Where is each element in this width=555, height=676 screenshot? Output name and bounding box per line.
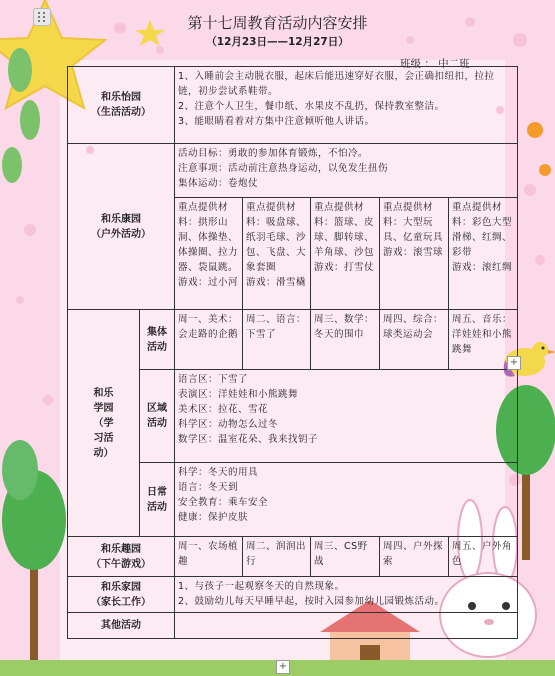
table-row	[68, 613, 518, 639]
outdoor-day-tue: 重点提供材料：吸盘球、纸羽毛球、沙包、飞盘、大象套圈 游戏：滑雪橇	[243, 198, 311, 310]
learning-group-thu: 周四、综合：球类运动会	[380, 310, 449, 370]
section-other-content	[175, 613, 518, 639]
section-play-title: 和乐趣园 （下午游戏）	[68, 537, 175, 577]
outdoor-overview: 活动目标：勇敢的参加体育锻炼，不怕冷。 注意事项：活动前注意热身运动，以免发生扭伤 集体运动：卷炮仗	[175, 144, 518, 198]
table-row	[68, 577, 518, 613]
play-tue: 周二、润润出行	[243, 537, 311, 577]
add-row-button[interactable]: +	[507, 356, 521, 370]
table-row	[68, 537, 518, 577]
section-learning-title: 和乐 学园 （学 习活 动）	[68, 310, 140, 537]
outdoor-day-fri: 重点提供材料：彩色大型滑梯、红绸、彩带 游戏：滚红绸	[449, 198, 518, 310]
learning-group-wed: 周三、数学：冬天的围巾	[311, 310, 380, 370]
learning-group-mon: 周一、美术：会走路的企鹅	[175, 310, 243, 370]
play-mon: 周一、农场植趣	[175, 537, 243, 577]
date-range: （12月23日——12月27日）	[206, 36, 349, 48]
section-family-content: 1、与孩子一起观察冬天的自然现象。 2、鼓励幼儿每天早睡早起，按时入园参加幼儿园锻炼活动。	[175, 577, 518, 613]
class-label: 班级 ： 中二班	[400, 58, 470, 70]
section-life-content: 1、入睡前会主动脱衣服，起床后能迅速穿好衣服，会正确扣纽扣，拉拉链，初步尝试系鞋带。 2、注意个人卫生，餐巾纸、水果皮不乱扔，保持教室整洁。 3、能眼睛看着对方集中注意倾听他人讲话。	[175, 67, 518, 144]
learning-group-label: 集体 活动	[140, 310, 175, 370]
section-family-title: 和乐家园 （家长工作）	[68, 577, 175, 613]
outdoor-day-wed: 重点提供材料：篮球、皮球、脚转球、羊角球、沙包 游戏：打雪仗	[311, 198, 380, 310]
activity-plan-table	[67, 66, 518, 639]
outdoor-day-thu: 重点提供材料：大型玩具、亿童玩具 游戏：滚雪球	[380, 198, 449, 310]
learning-daily-content: 科学：冬天的用具 语言：冬天到 安全教育：乘车安全 健康：保护皮肤	[175, 463, 518, 537]
learning-area-content: 语言区：下雪了 表演区：洋娃娃和小熊跳舞 美术区：拉花、雪花 科学区：动物怎么过冬 数学区：温室花朵、我来找钥子	[175, 370, 518, 463]
learning-group-fri: 周五、音乐：洋娃娃和小熊跳舞	[449, 310, 518, 370]
section-life-title: 和乐怡园 （生活活动）	[68, 67, 175, 144]
play-fri: 周五、户外角色	[449, 537, 518, 577]
play-thu: 周四、户外探索	[380, 537, 449, 577]
table-row	[68, 310, 518, 370]
add-row-bottom-button[interactable]: +	[276, 660, 290, 674]
outdoor-day-mon: 重点提供材料：拱形山洞、体操垫、体操圈、拉力器、袋鼠跳。 游戏：过小河	[175, 198, 243, 310]
section-other-title: 其他活动	[68, 613, 175, 639]
page-title: 第十七周教育活动内容安排	[187, 14, 368, 32]
learning-daily-label: 日常 活动	[140, 463, 175, 537]
learning-area-label: 区域 活动	[140, 370, 175, 463]
section-outdoor-title: 和乐康园 （户外活动）	[68, 144, 175, 310]
table-row	[68, 67, 518, 144]
table-row	[68, 144, 518, 198]
learning-group-tue: 周二、语言：下雪了	[243, 310, 311, 370]
play-wed: 周三、CS野战	[311, 537, 380, 577]
